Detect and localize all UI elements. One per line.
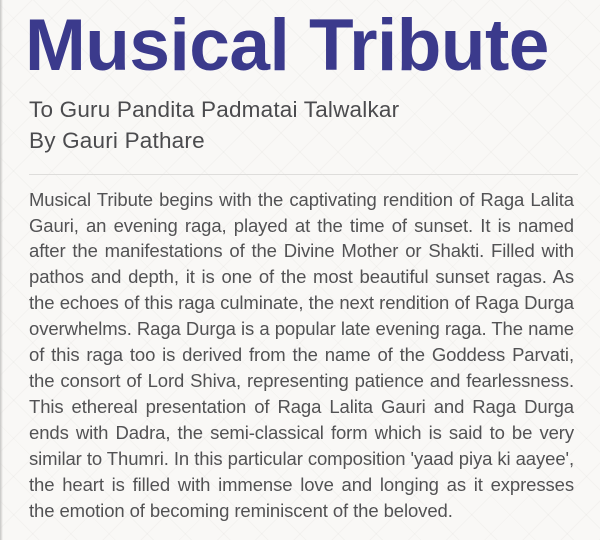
subtitle-block: [29, 94, 600, 156]
dedication-line: To Guru Pandita Padmatai Talwalkar: [29, 96, 400, 122]
scan-edge-shadow: [0, 0, 3, 540]
author-line: By Gauri Pathare: [29, 127, 205, 153]
divider-rule: [29, 174, 578, 175]
body-paragraph: Musical Tribute begins with the captivating rendition of Raga Lalita Gauri, an evening raga, played at the time of sunset. It is named after the manifestations of the Divine Mother or Shakti. Filled with pathos and depth, it is one of the most beautiful sunset ragas. As the echoes of this raga culminate, the next rendition of Raga Durga overwhelms. Raga Durga is a popular late evening raga. The name of this raga too is derived from the name of the Goddess Parvati, the consort of Lord Shiva, representing patience and fearlessness. This ethereal presentation of Raga Lalita Gauri and Raga Durga ends with Dadra, the semi-classical form which is said to be very similar to Thumri. In this particular composition 'yaad piya ki aayee', the heart is filled with immense love and longing as it expresses the emotion of becoming reminiscent of the beloved.: [29, 188, 574, 521]
page-title: Musical Tribute: [25, 5, 549, 86]
